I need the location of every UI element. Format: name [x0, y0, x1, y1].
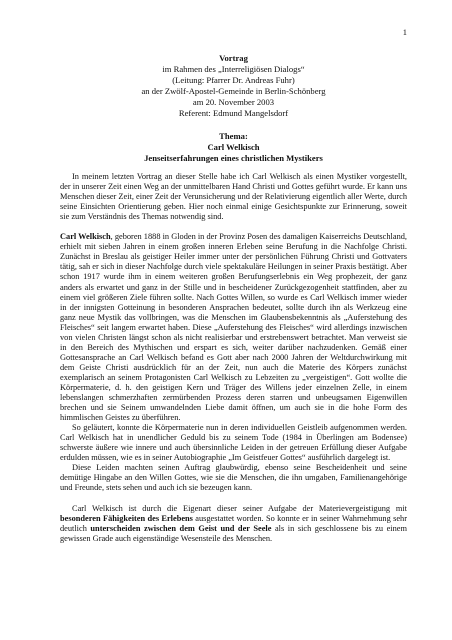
paragraph: So geläutert, konnte die Körpermaterie nun in deren individuellen Geistleib aufgenommen werden. Carl Welkisch hat in unendlicher Geduld bis zu seinem Tode (1984 in Überlingen am Bodensee) schwerste äußere wie innere und auch übersinnliche Leiden in der getreuen Erfüllung dieser Aufgabe erdulden müssen, wie es in seiner Autobiographie „Im Geistfeuer Gottes“ ausführlich dargelegt ist.: [60, 423, 407, 463]
body-text: [60, 172, 407, 544]
paragraph: [60, 232, 407, 423]
paragraph: Diese Leiden machten seinen Auftrag glaubwürdig, ebenso seine Bescheidenheit und seine demütige Hingabe an den Willen Gottes, wie sie die Menschen, die ihn umgaben, Familienangehörige und Freunde, stets sehen und auch ich sie bezeugen kann.: [60, 463, 407, 493]
header-line: (Leitung: Pfarrer Dr. Andreas Fuhr): [172, 75, 295, 85]
header-title: Vortrag: [219, 53, 248, 63]
topic-block: [60, 131, 407, 164]
header-line: am 20. November 2003: [192, 97, 275, 107]
topic-subtitle: Jenseitserfahrungen eines christlichen Mystikers: [144, 153, 323, 163]
lecture-header: [60, 53, 407, 119]
highlighted-name: Carl Welkisch: [60, 232, 111, 242]
emphasis: unterscheiden zwischen dem Geist und der Seele: [90, 523, 272, 533]
page-number: 1: [402, 27, 407, 37]
header-line: Referent: Edmund Mangelsdorf: [178, 108, 289, 118]
paragraph-text: als in sich geschlossene bis zu einem gewissen Grade auch eigenständige Wesensteile des Menschen.: [60, 523, 407, 543]
paragraph: In meinem letzten Vortrag an dieser Stelle habe ich Carl Welkisch als einen Mystiker vorgestellt, der in unserer Zeit einen Weg an der unmittelbaren Hand Christi und Gottes geführt wurde. Er kann uns Menschen dieser Zeit, einer Zeit der Verunsicherung und der Relativierung eigentlich aller Werte, durch seine Einsichten Orientierung geben. Hier noch einmal einige Gesichtspunkte zur Erinnerung, soweit sie zum Verständnis des Themas notwendig sind.: [60, 172, 407, 222]
topic-name: Carl Welkisch: [207, 142, 260, 152]
topic-label: Thema:: [219, 131, 248, 141]
header-line: an der Zwölf-Apostel-Gemeinde in Berlin-Schönberg: [141, 86, 326, 96]
paragraph-text: Carl Welkisch ist durch die Eigenart dieser seiner Aufgabe der Materievergeistigung mit: [72, 503, 407, 513]
paragraph-text: ausgestattet worden. So konnte er in seiner Wahrnehmung sehr deutlich: [60, 513, 408, 533]
emphasis: besonderen Fähigkeiten des Erlebens: [60, 513, 193, 523]
paragraph: [60, 504, 407, 544]
paragraph-text: , geboren 1888 in Gloden in der Provinz Posen des damaligen Kaiserreichs Deutschland, erhielt mit sieben Jahren in einem großen inneren Erleben seine Berufung in die Nachfolge Christi. Zunächst in Breslau als geistiger Heiler immer unter der persönlichen Führung Christi und Gottvaters tätig, sah er sich in dieser Nachfolge durch viele spektakuläre Heilungen in seiner Praxis bestätigt. Aber schon 1917 wurde ihm in einem weiteren großen Berufungserlebnis ein Weg prophezeit, der ganz anders als erwartet und ganz in der Stille und in bescheidener Zurückgezogenheit stattfinden, aber zu einem viel größeren Ziele führen sollte. Nach Gottes Willen, so wurde es Carl Welkisch immer wieder in der innigsten Gotteinung in besonderen Ansprachen bedeutet, sollte durch ihn als Werkzeug eine ganz neue Mystik das vollbringen, was die Menschen im Glaubensbekenntnis als „Auferstehung des Fleisches“ seit langem erwartet haben. Diese „Auferstehung des Fleisches“ wird allerdings inzwischen von vielen Christen längst schon als nicht realisierbar und erstrebenswert betrachtet. Man verweist sie in den Bereich des Mythischen und erspart es sich, weiter darüber nachzudenken. Gemäß einer Gottesansprache an Carl Welkisch befand es Gott aber nach 2000 Jahren der Weltdurchwirkung mit dem Geiste Christi ausdrücklich für an der Zeit, nun auch die Materie des Körpers zunächst exemplarisch an seinem Protagonisten Carl Welkisch zu Lebzeiten zu „vergeistigen“. Gott wollte die Körpermaterie, d. h. den geistigen Kern und Träger des Willens jeder einzelnen Zelle, in einem lebenslangen schmerzhaften zermürbenden Prozess deren starren und unbeugsamen Eigenwillen brechen und sie Seinem umwandelnden Liebe damit öffnen, um auch sie in die hohe Form des himmlischen Geistes zu überführen.: [60, 232, 408, 423]
header-line: im Rahmen des „Interreligiösen Dialogs“: [162, 64, 305, 74]
